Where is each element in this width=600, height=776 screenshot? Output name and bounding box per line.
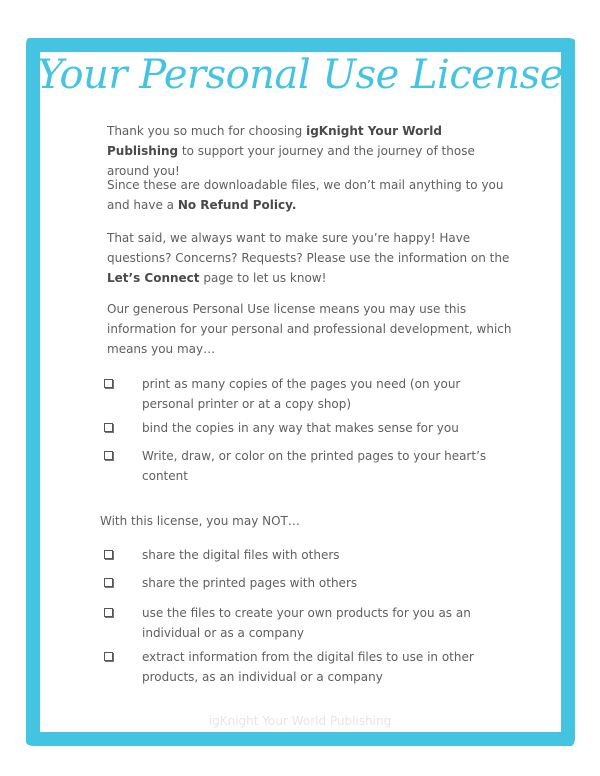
may-not-list-item-text: extract information from the digital files to use in other products, as an individual or a company [142, 650, 474, 684]
contact-text-end: page to let us know! [199, 271, 327, 285]
intro-text-end: to support your journey and the journey of those around you! [107, 144, 475, 178]
checkbox-bullet-icon [104, 423, 113, 432]
refund-paragraph [107, 175, 517, 215]
may-not-heading: With this license, you may NOT… [100, 514, 300, 528]
may-list-item-text: Write, draw, or color on the printed pages to your heart’s content [142, 449, 487, 483]
checkbox-bullet-icon [104, 578, 113, 587]
lets-connect-label: Let’s Connect [107, 271, 200, 285]
checkbox-bullet-icon [104, 379, 113, 388]
publisher-name: igKnight Your World Publishing [107, 124, 442, 158]
refund-text: Since these are downloadable files, we don’t mail anything to you and have a [107, 178, 504, 212]
may-not-list-item-text: use the files to create your own products for you as an individual or as a company [142, 606, 471, 640]
may-list-item-text: print as many copies of the pages you need (on your personal printer or at a copy shop) [142, 377, 461, 411]
checkbox-bullet-icon [104, 451, 113, 460]
checkbox-bullet-icon [104, 608, 113, 617]
intro-text: Thank you so much for choosing [107, 124, 307, 138]
refund-policy-label: No Refund Policy. [177, 198, 297, 212]
checkbox-bullet-icon [104, 652, 113, 661]
page-title: Your Personal Use License [37, 52, 563, 98]
license-paragraph: Our generous Personal Use license means you may use this information for your personal and professional development, which means you may… [107, 302, 512, 356]
footer-publisher: igKnight Your World Publishing [208, 714, 392, 728]
may-list-item-text: bind the copies in any way that makes sense for you [142, 421, 459, 435]
contact-paragraph [107, 228, 517, 288]
checkbox-bullet-icon [104, 550, 113, 559]
may-not-list-item-text: share the printed pages with others [142, 576, 358, 590]
intro-paragraph [107, 121, 517, 181]
contact-text: That said, we always want to make sure you’re happy! Have questions? Concerns? Requests? Please use the information on the [107, 231, 510, 265]
may-not-list-item-text: share the digital files with others [142, 548, 340, 562]
